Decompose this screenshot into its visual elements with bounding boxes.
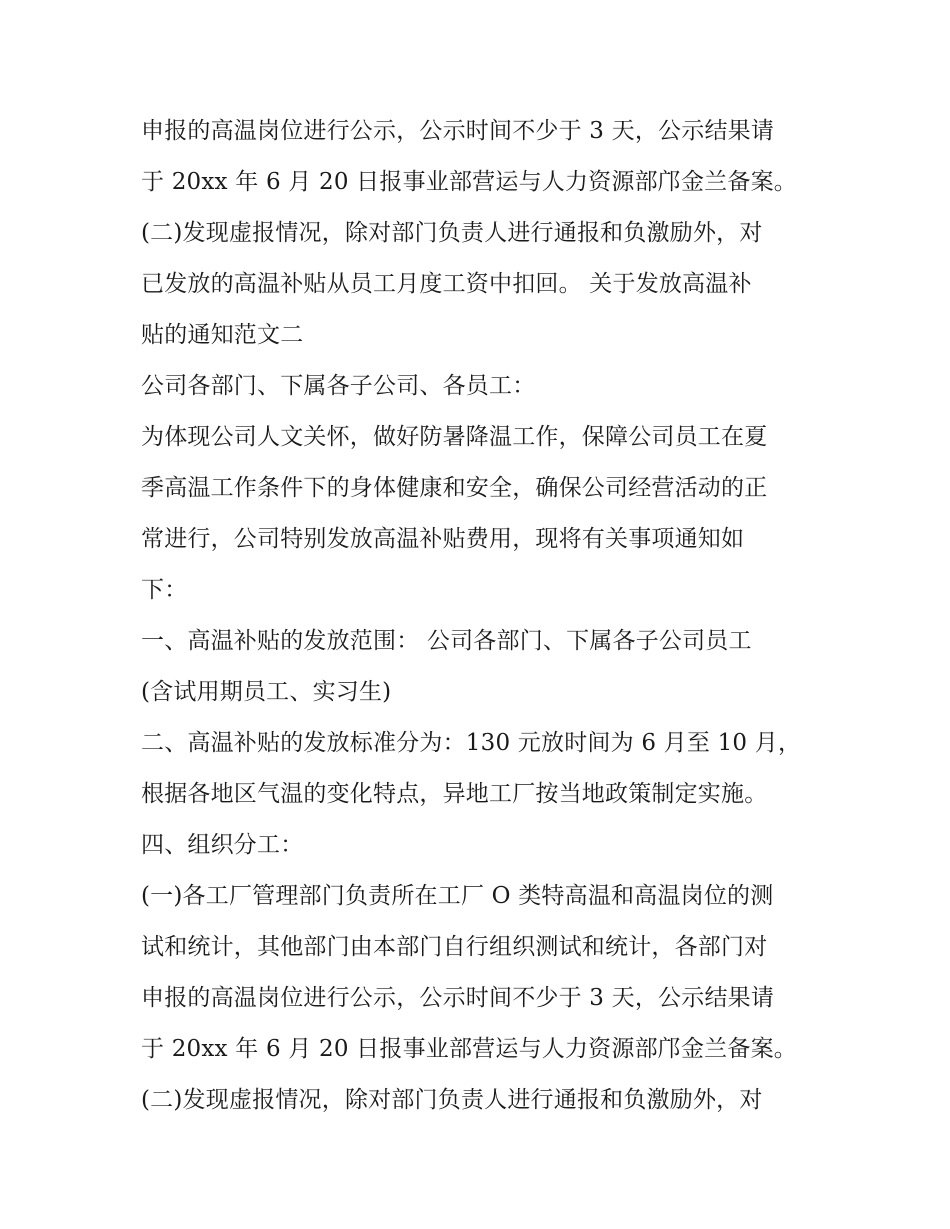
text-line: (二)发现虚报情况，除对部门负责人进行通报和负激励外，对: [141, 1087, 763, 1113]
text-line: 二、高温补贴的发放标准分为：130 元放时间为 6 月至 10 月，: [141, 730, 802, 756]
document-body: [141, 106, 821, 1126]
text-line: 下：: [141, 577, 188, 603]
text-line: (含试用期员工、实习生): [141, 679, 392, 705]
text-line: 申报的高温岗位进行公示，公示时间不少于 3 天，公示结果请: [141, 118, 775, 144]
text-line: 试和统计，其他部门由本部门自行组织测试和统计，各部门对: [141, 934, 768, 960]
text-line: 贴的通知范文二: [141, 322, 304, 348]
text-line: 于 20xx 年 6 月 20 日报事业部营运与人力资源部邝金兰备案。: [141, 1036, 797, 1062]
text-line: 已发放的高温补贴从员工月度工资中扣回。 关于发放高温补: [141, 271, 752, 297]
text-line: 申报的高温岗位进行公示，公示时间不少于 3 天，公示结果请: [141, 985, 775, 1011]
text-line: 四、组织分工：: [141, 832, 304, 858]
text-line: (一)各工厂管理部门负责所在工厂 O 类特高温和高温岗位的测: [141, 883, 774, 909]
text-line: 根据各地区气温的变化特点，异地工厂按当地政策制定实施。: [141, 781, 768, 807]
text-line: 季高温工作条件下的身体健康和安全，确保公司经营活动的正: [141, 475, 768, 501]
text-line: 为体现公司人文关怀，做好防暑降温工作，保障公司员工在夏: [141, 424, 768, 450]
text-line: 于 20xx 年 6 月 20 日报事业部营运与人力资源部邝金兰备案。: [141, 169, 797, 195]
text-line: 一、高温补贴的发放范围： 公司各部门、下属各子公司员工: [141, 628, 752, 654]
text-line: 公司各部门、下属各子公司、各员工：: [141, 373, 536, 399]
text-line: (二)发现虚报情况，除对部门负责人进行通报和负激励外，对: [141, 220, 763, 246]
text-line: 常进行，公司特别发放高温补贴费用，现将有关事项通知如: [141, 526, 745, 552]
